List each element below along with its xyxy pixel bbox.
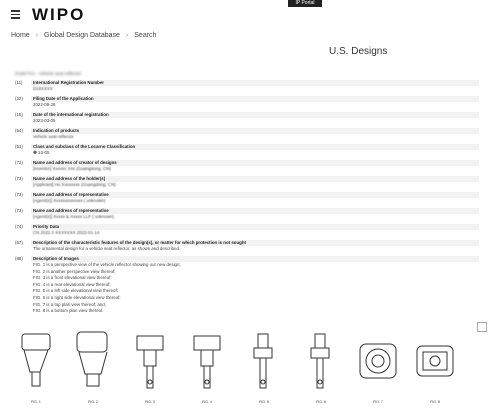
field-label: Description of Images [31, 256, 479, 262]
field-label: Priority Data [31, 224, 479, 230]
field-value: CN 2022 3 XXXXXXX 2022-01-14 [33, 230, 100, 235]
field-code: (73) [15, 176, 23, 181]
wipo-logo[interactable]: WIPO [32, 5, 86, 24]
figure-thumbnail[interactable] [409, 322, 461, 410]
field-code: (88) [15, 256, 23, 261]
figure-thumbnail[interactable] [10, 322, 62, 410]
field-code: (22) [15, 96, 23, 101]
image-description-text: FIG. 8 is a bottom plan view thereof. [33, 308, 104, 314]
breadcrumb [11, 32, 156, 39]
field-label: Name and address of representative [31, 208, 479, 214]
figure-thumbnail[interactable] [67, 322, 119, 410]
figure-thumbnail[interactable] [295, 322, 347, 410]
image-description-text: FIG. 1 is a perspective view of the vehicle reflector showing our new design; [33, 262, 181, 267]
top-bar [0, 0, 488, 30]
field-code: (57) [15, 240, 23, 245]
image-description-text: FIG. 6 is a right side elevational view thereof; [33, 295, 121, 300]
field-value: D16XXXX [33, 86, 53, 91]
figure-thumbnail[interactable] [124, 322, 176, 410]
breadcrumb-separator: › [125, 32, 129, 39]
design-drawing-image [124, 322, 176, 392]
field-label: Name and address of the holder(s) [31, 176, 479, 182]
image-description-text: FIG. 7 is a top plan view thereof; and, [33, 301, 106, 307]
figure-caption: FIG. 5 [259, 400, 269, 404]
field-code: (73) [15, 192, 23, 197]
figure-caption: FIG. 2 [88, 400, 98, 404]
design-record [11, 42, 477, 318]
design-drawing-image [10, 322, 62, 392]
design-drawing-image [181, 322, 233, 392]
field-value: [Inventor] Xxxxxx Xxx (Guangdong, CN) [33, 166, 111, 171]
figure-thumbnail[interactable] [352, 322, 404, 410]
field-value: [Agent(s)] Xxxxxxxxxxxxx ( unknown) [33, 198, 106, 203]
field-value: [Agent(s)] Xxxxx & Xxxxx LLP ( unknown) [33, 214, 114, 219]
field-code: (72) [15, 160, 23, 165]
figure-caption: FIG. 3 [145, 400, 155, 404]
field-value: ❶ 10-05 [33, 150, 50, 155]
breadcrumb-home[interactable]: Home [11, 32, 30, 39]
image-description-text: FIG. 4 is a rear elevational view thereof; [33, 281, 111, 287]
field-code: (74) [15, 224, 23, 229]
field-label: Name and address of representative [31, 192, 479, 198]
field-value: [Applicant] Hu Xxxxxxxx (Guangdong, CN) [33, 182, 116, 187]
record-id: D1607XX - Vehicle seat reflector [15, 71, 82, 76]
image-description-text: FIG. 5 is a left side elevational view thereof; [33, 288, 118, 294]
figure-caption: FIG. 8 [430, 400, 440, 404]
field-label: International Registration Number [31, 80, 479, 86]
breadcrumb-database[interactable]: Global Design Database [44, 32, 120, 39]
field-label: Name and address of creator of designs [31, 160, 479, 166]
figure-caption: FIG. 1 [31, 400, 41, 404]
field-label: Date of the international registration [31, 112, 479, 118]
field-label: Indication of products [31, 128, 479, 134]
field-code: (15) [15, 112, 23, 117]
field-value: 2022-09-28 [33, 102, 56, 107]
field-code: (54) [15, 128, 23, 133]
figure-strip [10, 322, 480, 410]
figure-caption: FIG. 4 [202, 400, 212, 404]
info-icon[interactable]: ❶ [33, 150, 39, 155]
field-code: (73) [15, 208, 23, 213]
design-drawing-image [352, 322, 404, 392]
design-drawing-image [409, 322, 461, 392]
broken-image-icon [477, 322, 487, 332]
field-code: (11) [15, 80, 23, 85]
breadcrumb-separator: › [35, 32, 39, 39]
figure-caption: FIG. 7 [373, 400, 383, 404]
field-label: Description of the characteristic features of the design(s), or matter for which protection is not sought [31, 240, 479, 246]
breadcrumb-current: Search [134, 32, 157, 39]
field-value: 2023-03-05 [33, 118, 56, 123]
figure-caption: FIG. 6 [316, 400, 326, 404]
field-code: (51) [15, 144, 23, 149]
image-description-text: FIG. 2 is another perspective view thereof; [33, 268, 116, 274]
field-value: The ornamental design for a vehicle seat reflector, as shown and described. [33, 246, 181, 251]
figure-thumbnail[interactable] [181, 322, 233, 410]
design-drawing-image [295, 322, 347, 392]
figure-thumbnail[interactable] [238, 322, 290, 410]
design-drawing-image [67, 322, 119, 392]
ip-portal-badge[interactable]: IP Portal [288, 0, 322, 7]
office-title: U.S. Designs [329, 46, 388, 57]
field-label: Filing Date of the Application [31, 96, 479, 102]
field-value: Vehicle seat reflector [33, 134, 74, 139]
menu-icon[interactable] [11, 10, 20, 21]
design-drawing-image [238, 322, 290, 392]
field-label: Class and subclass of the Locarno Classification [31, 144, 479, 150]
image-description-text: FIG. 3 is a front elevational view thereof; [33, 275, 112, 281]
